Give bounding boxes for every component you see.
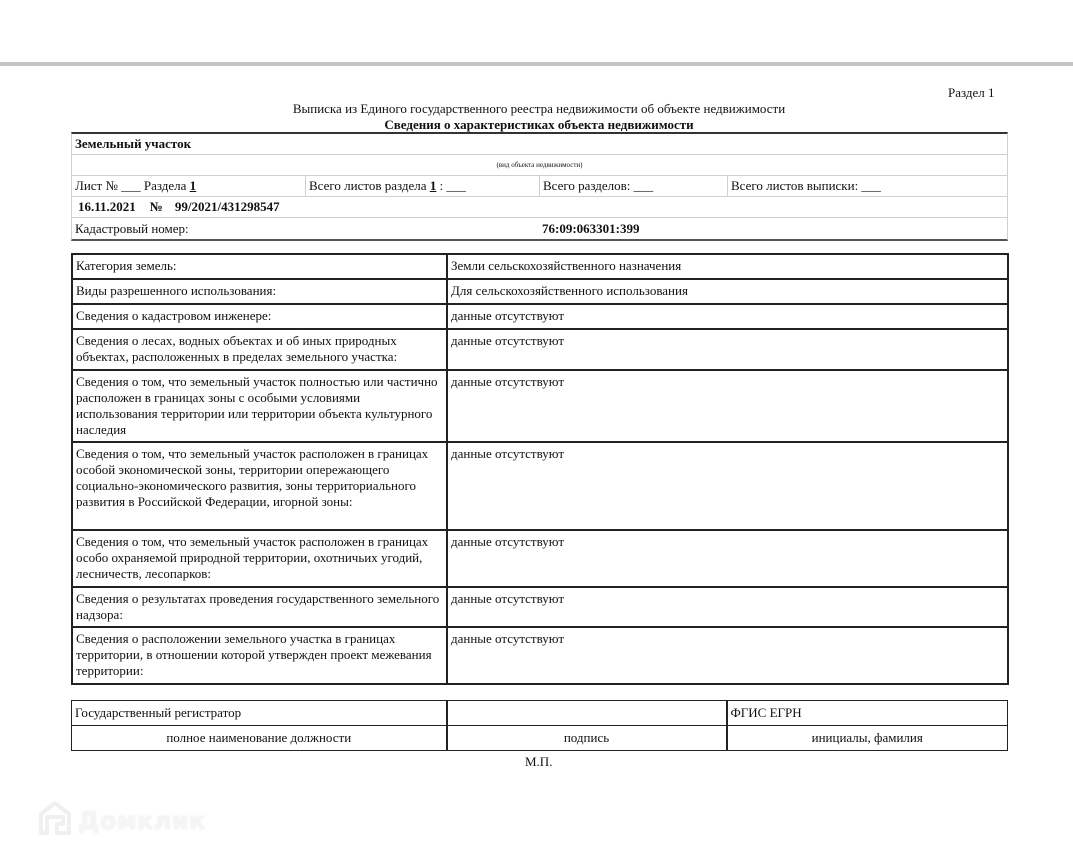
- sheet-label: Лист № ___ Раздела: [75, 178, 190, 193]
- document-subtitle: Сведения о характеристиках объекта недвижимости: [384, 117, 694, 132]
- registrar-position: Государственный регистратор: [72, 701, 447, 726]
- watermark-brand: Домклик: [78, 806, 206, 835]
- row-value: данные отсутствуют: [447, 304, 1008, 329]
- domclick-watermark: [38, 800, 206, 841]
- total-sheets-section: Всего листов раздела 1 : ___: [305, 176, 539, 196]
- object-type-caption: (вид объекта недвижимости): [496, 161, 583, 169]
- cadastral-label: Кадастровый номер:: [75, 220, 189, 236]
- signature-caption-row: [72, 726, 1008, 751]
- row-label: Виды разрешенного использования:: [72, 279, 447, 304]
- section-label: Раздел 1: [948, 85, 995, 100]
- row-value: данные отсутствуют: [447, 442, 1008, 530]
- table-row: [72, 304, 1008, 329]
- table-row: [72, 370, 1008, 442]
- extract-date: 16.11.2021: [78, 199, 136, 214]
- row-value: Для сельскохозяйственного использования: [447, 279, 1008, 304]
- table-row: [72, 329, 1008, 370]
- row-value: данные отсутствуют: [447, 587, 1008, 627]
- row-value: данные отсутствуют: [447, 329, 1008, 370]
- table-row: [72, 254, 1008, 279]
- signature-caption: подпись: [447, 726, 727, 751]
- object-type-caption-row: [72, 155, 1007, 176]
- position-caption: полное наименование должности: [72, 726, 447, 751]
- header-table: [71, 132, 1008, 241]
- house-logo-icon: [38, 800, 72, 841]
- extract-date-number: [72, 197, 283, 217]
- row-value: данные отсутствуют: [447, 370, 1008, 442]
- table-row: [72, 530, 1008, 587]
- characteristics-table: [71, 253, 1009, 685]
- signature-row: [72, 701, 1008, 726]
- registrar-signature: [447, 701, 727, 726]
- signature-table: [71, 700, 1008, 751]
- row-value: данные отсутствуют: [447, 530, 1008, 587]
- number-sign: №: [149, 199, 163, 214]
- extract-number: 99/2021/431298547: [174, 199, 280, 214]
- object-type-row: [72, 134, 1007, 155]
- row-label: Сведения о лесах, водных объектах и об иных природных объектах, расположенных в пределах земельного участка:: [72, 329, 447, 370]
- sheet-info-row: [72, 176, 1007, 197]
- table-row: [72, 442, 1008, 530]
- registrar-name: ФГИС ЕГРН: [727, 701, 1008, 726]
- total-sheets-section-number: 1: [429, 178, 437, 193]
- sheet-number: [72, 176, 305, 196]
- cadastral-row: [72, 218, 1007, 239]
- row-label: Сведения о результатах проведения государственного земельного надзора:: [72, 587, 447, 627]
- row-value: Земли сельскохозяйственного назначения: [447, 254, 1008, 279]
- date-number-row: [72, 197, 1007, 218]
- row-value: данные отсутствуют: [447, 627, 1008, 684]
- object-type: Земельный участок: [75, 136, 192, 151]
- row-label: Сведения о том, что земельный участок расположен в границах особо охраняемой природной территории, охотничьих угодий, лесничеств, лесопарков:: [72, 530, 447, 587]
- total-sections: Всего разделов: ___: [539, 176, 727, 196]
- table-row: [72, 627, 1008, 684]
- stamp-placeholder: М.П.: [525, 754, 553, 769]
- cadastral-number: 76:09:063301:399: [542, 220, 640, 236]
- name-caption: инициалы, фамилия: [727, 726, 1008, 751]
- row-label: Сведения о том, что земельный участок расположен в границах особой экономической зоны, территории опережающего социально-экономического развития, зоны территориального развития в Российской Федерации, игорной зоны:: [72, 442, 447, 530]
- row-label: Сведения о том, что земельный участок полностью или частично расположен в границах зоны с особыми условиями использования территории или территории объекта культурного наследия: [72, 370, 447, 442]
- total-sheets-extract: Всего листов выписки: ___: [727, 176, 1007, 196]
- row-label: Сведения о кадастровом инженере:: [72, 304, 447, 329]
- sheet-section-number: 1: [189, 178, 197, 193]
- table-row: [72, 587, 1008, 627]
- row-label: Категория земель:: [72, 254, 447, 279]
- row-label: Сведения о расположении земельного участка в границах территории, в отношении которой утвержден проект межевания территории:: [72, 627, 447, 684]
- document-title: Выписка из Единого государственного реестра недвижимости об объекте недвижимости: [292, 101, 786, 116]
- table-row: [72, 279, 1008, 304]
- top-divider-bar: [0, 62, 1073, 66]
